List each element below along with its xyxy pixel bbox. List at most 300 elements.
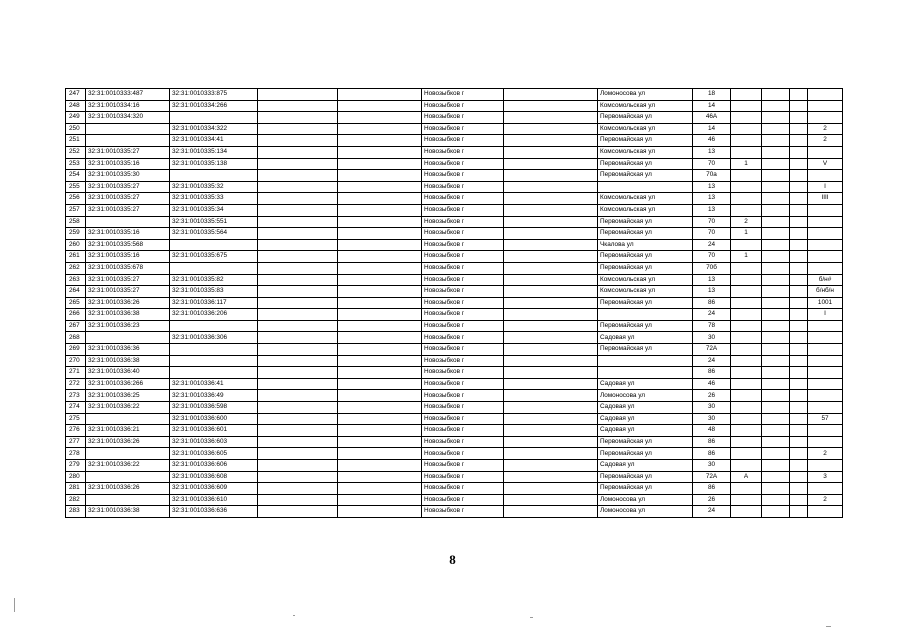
- table-cell: 32:31:0010335:27: [86, 193, 170, 205]
- table-cell: [504, 100, 598, 112]
- table-cell: [790, 309, 808, 321]
- table-cell: 72А: [693, 344, 731, 356]
- table-cell: Новозыбков г: [422, 123, 504, 135]
- table-cell: [338, 506, 422, 518]
- table-cell: I: [808, 181, 843, 193]
- table-cell: 30: [693, 332, 731, 344]
- table-cell: [731, 344, 762, 356]
- table-cell: [808, 483, 843, 495]
- table-cell: 32:31:0010335:675: [170, 251, 258, 263]
- table-cell: [338, 436, 422, 448]
- table-cell: [258, 332, 338, 344]
- table-cell: [258, 181, 338, 193]
- table-cell: Первомайская ул: [598, 320, 693, 332]
- table-cell: [86, 494, 170, 506]
- table-row: [66, 425, 843, 437]
- table-cell: [790, 112, 808, 124]
- table-cell: [731, 193, 762, 205]
- table-cell: Первомайская ул: [598, 251, 693, 263]
- table-cell: [338, 89, 422, 101]
- table-cell: [790, 332, 808, 344]
- table-cell: 78: [693, 320, 731, 332]
- table-cell: 260: [66, 239, 86, 251]
- table-cell: [86, 448, 170, 460]
- table-cell: [258, 436, 338, 448]
- table-cell: [338, 448, 422, 460]
- table-cell: [258, 204, 338, 216]
- table-cell: [762, 309, 790, 321]
- table-cell: [338, 378, 422, 390]
- table-cell: [762, 193, 790, 205]
- table-cell: [762, 355, 790, 367]
- table-cell: Новозыбков г: [422, 286, 504, 298]
- table-cell: 32:31:0010336:23: [86, 320, 170, 332]
- table-cell: [598, 367, 693, 379]
- table-cell: [504, 332, 598, 344]
- table-cell: [258, 309, 338, 321]
- table-cell: 86: [693, 448, 731, 460]
- table-cell: Новозыбков г: [422, 320, 504, 332]
- table-cell: [598, 309, 693, 321]
- table-cell: Комсомольская ул: [598, 193, 693, 205]
- table-cell: А: [731, 471, 762, 483]
- table-cell: [338, 100, 422, 112]
- table-cell: Первомайская ул: [598, 112, 693, 124]
- table-cell: 32:31:0010336:25: [86, 390, 170, 402]
- table-cell: [790, 320, 808, 332]
- table-cell: [790, 471, 808, 483]
- table-cell: [790, 494, 808, 506]
- table-cell: 13: [693, 204, 731, 216]
- table-cell: IIII: [808, 193, 843, 205]
- table-row: [66, 367, 843, 379]
- table-cell: [762, 332, 790, 344]
- table-cell: [258, 228, 338, 240]
- table-cell: [808, 228, 843, 240]
- table-cell: 254: [66, 170, 86, 182]
- table-cell: [808, 378, 843, 390]
- table-cell: [338, 425, 422, 437]
- table-cell: 32:31:0010335:83: [170, 286, 258, 298]
- table-cell: [338, 239, 422, 251]
- table-cell: 70: [693, 228, 731, 240]
- table-cell: [762, 471, 790, 483]
- table-cell: 32:31:0010336:22: [86, 402, 170, 414]
- table-cell: Новозыбков г: [422, 332, 504, 344]
- table-cell: 32:31:0010335:16: [86, 228, 170, 240]
- table-cell: 1: [731, 228, 762, 240]
- table-cell: [258, 460, 338, 472]
- table-cell: [504, 251, 598, 263]
- table-cell: Новозыбков г: [422, 355, 504, 367]
- table-cell: [258, 402, 338, 414]
- table-cell: Новозыбков г: [422, 135, 504, 147]
- table-cell: Комсомольская ул: [598, 123, 693, 135]
- table-cell: [338, 158, 422, 170]
- table-row: [66, 494, 843, 506]
- table-cell: 13: [693, 193, 731, 205]
- table-cell: [808, 251, 843, 263]
- table-cell: Новозыбков г: [422, 460, 504, 472]
- table-cell: [762, 390, 790, 402]
- table-cell: [258, 448, 338, 460]
- table-cell: 30: [693, 413, 731, 425]
- table-cell: 273: [66, 390, 86, 402]
- table-cell: 14: [693, 100, 731, 112]
- table-cell: [170, 355, 258, 367]
- table-cell: [790, 506, 808, 518]
- table-cell: 86: [693, 483, 731, 495]
- table-cell: [504, 123, 598, 135]
- table-cell: [338, 355, 422, 367]
- table-cell: Комсомольская ул: [598, 204, 693, 216]
- table-cell: 258: [66, 216, 86, 228]
- table-cell: 248: [66, 100, 86, 112]
- table-cell: [504, 135, 598, 147]
- table-cell: [762, 506, 790, 518]
- table-cell: 32:31:0010336:266: [86, 378, 170, 390]
- table-cell: [790, 146, 808, 158]
- table-cell: 32:31:0010335:27: [86, 146, 170, 158]
- table-cell: [258, 506, 338, 518]
- scan-mark: [826, 626, 831, 627]
- table-cell: [258, 123, 338, 135]
- table-cell: [504, 181, 598, 193]
- table-cell: [731, 204, 762, 216]
- table-cell: 30: [693, 460, 731, 472]
- table-cell: [504, 402, 598, 414]
- table-cell: [731, 181, 762, 193]
- table-cell: [808, 89, 843, 101]
- table-cell: [731, 506, 762, 518]
- table-cell: 278: [66, 448, 86, 460]
- table-cell: 1: [731, 251, 762, 263]
- table-cell: [790, 204, 808, 216]
- table-row: [66, 378, 843, 390]
- table-cell: Новозыбков г: [422, 297, 504, 309]
- table-row: [66, 123, 843, 135]
- table-cell: Первомайская ул: [598, 344, 693, 356]
- table-cell: Новозыбков г: [422, 506, 504, 518]
- table-cell: Новозыбков г: [422, 471, 504, 483]
- table-cell: [790, 123, 808, 135]
- table-cell: Новозыбков г: [422, 251, 504, 263]
- table-cell: [731, 402, 762, 414]
- table-cell: [731, 425, 762, 437]
- table-cell: [338, 262, 422, 274]
- table-row: [66, 228, 843, 240]
- table-cell: Первомайская ул: [598, 158, 693, 170]
- table-cell: 32:31:0010335:568: [86, 239, 170, 251]
- table-cell: [258, 274, 338, 286]
- table-cell: [338, 344, 422, 356]
- table-cell: 32:31:0010335:678: [86, 262, 170, 274]
- table-cell: 32:31:0010335:32: [170, 181, 258, 193]
- table-cell: [762, 402, 790, 414]
- table-cell: [762, 320, 790, 332]
- table-cell: [338, 286, 422, 298]
- table-cell: 276: [66, 425, 86, 437]
- table-cell: [790, 89, 808, 101]
- table-cell: [504, 494, 598, 506]
- scan-mark: [293, 615, 295, 616]
- table-cell: 262: [66, 262, 86, 274]
- table-cell: [762, 112, 790, 124]
- scan-mark: [14, 598, 15, 612]
- table-cell: [790, 390, 808, 402]
- table-cell: [338, 274, 422, 286]
- table-cell: [504, 367, 598, 379]
- table-cell: Новозыбков г: [422, 402, 504, 414]
- table-cell: [258, 320, 338, 332]
- table-cell: [258, 112, 338, 124]
- table-cell: 32:31:0010336:41: [170, 378, 258, 390]
- table-cell: [762, 262, 790, 274]
- table-cell: [731, 123, 762, 135]
- table-row: [66, 344, 843, 356]
- table-cell: [731, 332, 762, 344]
- table-cell: 46А: [693, 112, 731, 124]
- table-cell: [762, 146, 790, 158]
- table-cell: 72А: [693, 471, 731, 483]
- table-cell: 32:31:0010336:306: [170, 332, 258, 344]
- table-cell: [338, 146, 422, 158]
- table-cell: [790, 448, 808, 460]
- table-cell: 2: [808, 494, 843, 506]
- table-row: [66, 112, 843, 124]
- table-cell: 32:31:0010333:875: [170, 89, 258, 101]
- table-cell: [790, 402, 808, 414]
- table-cell: [762, 344, 790, 356]
- table-cell: [731, 390, 762, 402]
- table-cell: 249: [66, 112, 86, 124]
- table-cell: [762, 100, 790, 112]
- table-cell: [790, 367, 808, 379]
- table-cell: [790, 286, 808, 298]
- table-cell: [504, 471, 598, 483]
- table-cell: Новозыбков г: [422, 181, 504, 193]
- table-cell: [762, 483, 790, 495]
- table-cell: [762, 413, 790, 425]
- table-cell: [338, 309, 422, 321]
- table-cell: [731, 367, 762, 379]
- table-cell: Новозыбков г: [422, 100, 504, 112]
- table-cell: Первомайская ул: [598, 436, 693, 448]
- table-cell: [504, 228, 598, 240]
- table-cell: 86: [693, 367, 731, 379]
- table-cell: [762, 170, 790, 182]
- table-cell: 32:31:0010336:598: [170, 402, 258, 414]
- table-cell: Новозыбков г: [422, 390, 504, 402]
- table-cell: Новозыбков г: [422, 425, 504, 437]
- table-cell: [731, 112, 762, 124]
- table-row: [66, 436, 843, 448]
- table-cell: 268: [66, 332, 86, 344]
- table-cell: [790, 262, 808, 274]
- table-cell: [790, 193, 808, 205]
- table-cell: 252: [66, 146, 86, 158]
- table-row: [66, 216, 843, 228]
- table-cell: Новозыбков г: [422, 274, 504, 286]
- table-row: [66, 297, 843, 309]
- table-cell: 263: [66, 274, 86, 286]
- table-cell: Ломоносова ул: [598, 390, 693, 402]
- table-cell: [170, 112, 258, 124]
- table-cell: 274: [66, 402, 86, 414]
- table-cell: [504, 378, 598, 390]
- scan-mark: [530, 617, 533, 618]
- table-cell: 270: [66, 355, 86, 367]
- table-cell: 255: [66, 181, 86, 193]
- table-cell: [790, 297, 808, 309]
- table-cell: [504, 355, 598, 367]
- table-cell: 275: [66, 413, 86, 425]
- table-cell: 70: [693, 251, 731, 263]
- table-cell: [504, 262, 598, 274]
- table-cell: Новозыбков г: [422, 112, 504, 124]
- table-cell: [338, 320, 422, 332]
- table-row: [66, 251, 843, 263]
- table-cell: 32:31:0010335:16: [86, 158, 170, 170]
- table-cell: 280: [66, 471, 86, 483]
- table-cell: 24: [693, 309, 731, 321]
- table-cell: [762, 204, 790, 216]
- table-cell: [790, 170, 808, 182]
- table-cell: [338, 251, 422, 263]
- table-cell: [338, 494, 422, 506]
- table-cell: [808, 146, 843, 158]
- table-cell: Ломоносова ул: [598, 506, 693, 518]
- table-row: [66, 193, 843, 205]
- table-cell: [762, 228, 790, 240]
- table-cell: [504, 286, 598, 298]
- table-cell: [504, 344, 598, 356]
- table-cell: [504, 448, 598, 460]
- table-cell: Новозыбков г: [422, 170, 504, 182]
- table-cell: [808, 367, 843, 379]
- table-cell: 2: [808, 448, 843, 460]
- table-cell: 32:31:0010336:609: [170, 483, 258, 495]
- table-cell: [790, 425, 808, 437]
- table-row: [66, 262, 843, 274]
- table-cell: [731, 378, 762, 390]
- table-cell: Новозыбков г: [422, 193, 504, 205]
- table-cell: [790, 158, 808, 170]
- table-cell: [808, 355, 843, 367]
- table-cell: [258, 297, 338, 309]
- table-cell: 32:31:0010334:322: [170, 123, 258, 135]
- table-cell: [808, 390, 843, 402]
- table-cell: [504, 413, 598, 425]
- table-cell: [762, 378, 790, 390]
- table-cell: [762, 460, 790, 472]
- table-cell: Новозыбков г: [422, 436, 504, 448]
- table-cell: [731, 286, 762, 298]
- table-cell: Чкалова ул: [598, 239, 693, 251]
- table-cell: 247: [66, 89, 86, 101]
- table-cell: [258, 390, 338, 402]
- table-cell: [258, 378, 338, 390]
- table-cell: [258, 100, 338, 112]
- table-cell: 13: [693, 286, 731, 298]
- table-cell: [808, 436, 843, 448]
- table-cell: Новозыбков г: [422, 262, 504, 274]
- table-cell: [338, 181, 422, 193]
- table-cell: [504, 390, 598, 402]
- table-cell: [762, 286, 790, 298]
- table-cell: [808, 170, 843, 182]
- table-cell: Комсомольская ул: [598, 274, 693, 286]
- table-cell: [762, 274, 790, 286]
- table-cell: Новозыбков г: [422, 239, 504, 251]
- table-cell: 265: [66, 297, 86, 309]
- table-cell: I: [808, 309, 843, 321]
- table-cell: [258, 413, 338, 425]
- table-cell: 264: [66, 286, 86, 298]
- table-cell: [790, 460, 808, 472]
- table-cell: Садовая ул: [598, 413, 693, 425]
- table-cell: 2: [731, 216, 762, 228]
- table-cell: [338, 193, 422, 205]
- table-cell: [258, 146, 338, 158]
- table-cell: [170, 262, 258, 274]
- table-cell: [762, 216, 790, 228]
- table-cell: 32:31:0010336:49: [170, 390, 258, 402]
- table-cell: [504, 274, 598, 286]
- table-cell: 32:31:0010336:117: [170, 297, 258, 309]
- table-cell: [731, 170, 762, 182]
- table-row: [66, 89, 843, 101]
- table-cell: 32:31:0010336:206: [170, 309, 258, 321]
- table-cell: [258, 239, 338, 251]
- table-cell: [808, 100, 843, 112]
- table-cell: [731, 436, 762, 448]
- table-cell: [762, 135, 790, 147]
- table-row: [66, 460, 843, 472]
- table-cell: Новозыбков г: [422, 494, 504, 506]
- table-cell: [731, 274, 762, 286]
- table-cell: Первомайская ул: [598, 471, 693, 483]
- table-cell: [808, 112, 843, 124]
- table-cell: [731, 100, 762, 112]
- table-cell: Новозыбков г: [422, 309, 504, 321]
- table-cell: 32:31:0010336:38: [86, 355, 170, 367]
- table-cell: [808, 262, 843, 274]
- table-cell: 32:31:0010336:26: [86, 483, 170, 495]
- table-cell: [258, 216, 338, 228]
- table-cell: [762, 251, 790, 263]
- table-row: [66, 355, 843, 367]
- table-cell: [808, 204, 843, 216]
- table-cell: [338, 460, 422, 472]
- table-cell: Ломоносова ул: [598, 494, 693, 506]
- table-cell: 46: [693, 135, 731, 147]
- table-cell: [504, 204, 598, 216]
- table-cell: [258, 425, 338, 437]
- table-cell: 32:31:0010336:21: [86, 425, 170, 437]
- table-cell: б/нб/н: [808, 286, 843, 298]
- table-cell: Новозыбков г: [422, 413, 504, 425]
- table-cell: 251: [66, 135, 86, 147]
- table-row: [66, 135, 843, 147]
- table-cell: 2: [808, 135, 843, 147]
- table-cell: 32:31:0010336:36: [86, 344, 170, 356]
- table-cell: 279: [66, 460, 86, 472]
- table-row: [66, 448, 843, 460]
- table-cell: Комсомольская ул: [598, 100, 693, 112]
- table-cell: [170, 344, 258, 356]
- table-cell: [808, 460, 843, 472]
